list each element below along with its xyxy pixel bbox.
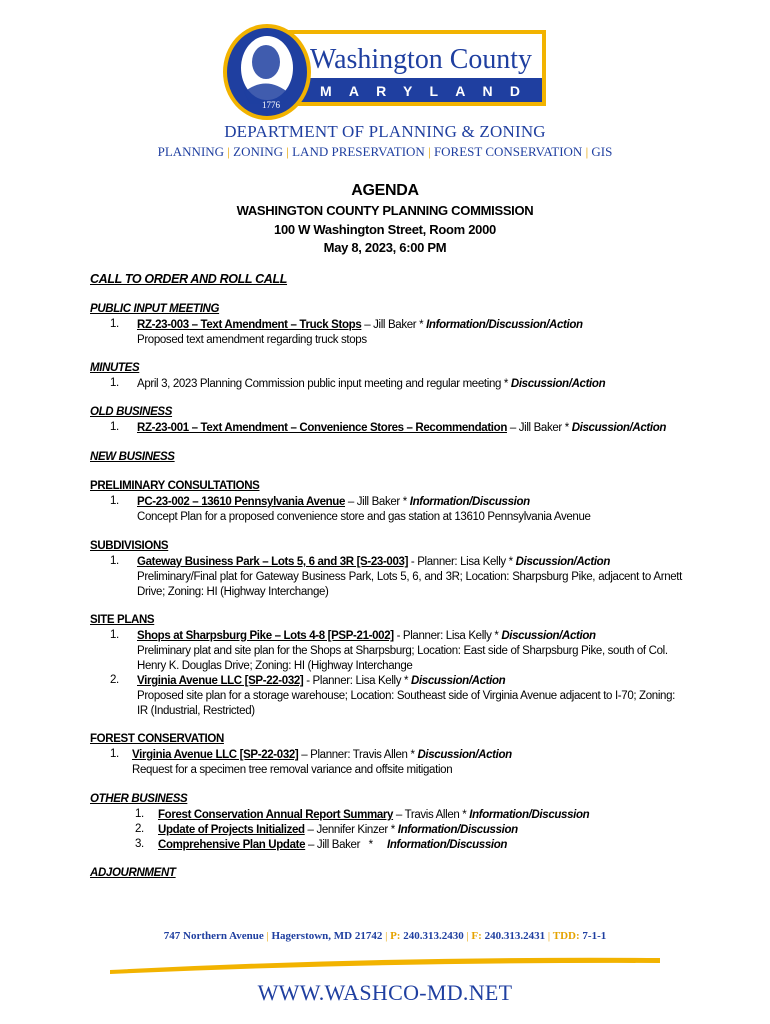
public-input-heading: PUBLIC INPUT MEETING	[90, 303, 220, 315]
department-divisions: PLANNING | ZONING | LAND PRESERVATION | FOREST CONSERVATION | GIS	[157, 144, 613, 159]
item-link[interactable]: Virginia Avenue LLC [SP-22-032]	[137, 675, 304, 687]
minutes-heading: MINUTES	[90, 362, 140, 374]
adjournment-heading: ADJOURNMENT	[90, 867, 176, 879]
website-link[interactable]: WWW.WASHCO-MD.NET	[257, 980, 513, 1005]
logo-county-name: Washington County	[310, 43, 533, 75]
item-link[interactable]: Virginia Avenue LLC [SP-22-032]	[132, 749, 299, 761]
item-link[interactable]: RZ-23-001 – Text Amendment – Convenience Stores – Recommendation	[137, 422, 507, 434]
commission-name: WASHINGTON COUNTY PLANNING COMMISSION	[236, 203, 534, 218]
meeting-date: May 8, 2023, 6:00 PM	[323, 240, 447, 255]
item-link[interactable]: Shops at Sharpsburg Pike – Lots 4-8 [PSP-21-002]	[137, 630, 394, 642]
division-gis: GIS	[591, 144, 613, 159]
seal-year: 1776	[262, 100, 280, 110]
division-zoning: ZONING	[233, 144, 283, 159]
footer-fax: 240.313.2431	[484, 930, 546, 942]
new-business-heading: NEW BUSINESS	[90, 451, 175, 463]
department-title: DEPARTMENT OF PLANNING & ZONING	[224, 122, 546, 141]
item-link[interactable]: Gateway Business Park – Lots 5, 6 and 3R [S-23-003]	[137, 556, 409, 568]
county-logo	[222, 22, 548, 122]
call-to-order-heading: CALL TO ORDER AND ROLL CALL	[90, 272, 288, 286]
division-forest-conservation: FOREST CONSERVATION	[433, 144, 583, 159]
division-planning: PLANNING	[157, 144, 225, 159]
agenda-title: AGENDA	[351, 182, 419, 199]
footer-phone: 240.313.2430	[403, 930, 464, 942]
footer-street: 747 Northern Avenue	[163, 930, 264, 942]
footer-swoosh	[110, 950, 660, 976]
forest-conservation-heading: FOREST CONSERVATION	[90, 733, 224, 745]
item-link[interactable]: Update of Projects Initialized	[158, 824, 305, 836]
logo-state-name: MARYLAND	[320, 83, 520, 99]
item-link[interactable]: RZ-23-003 – Text Amendment – Truck Stops	[137, 319, 362, 331]
meeting-address: 100 W Washington Street, Room 2000	[274, 222, 496, 237]
other-business-heading: OTHER BUSINESS	[90, 793, 188, 805]
item-link[interactable]: PC-23-002 – 13610 Pennsylvania Avenue	[137, 496, 346, 508]
preliminary-heading: PRELIMINARY CONSULTATIONS	[90, 480, 260, 492]
footer-city: Hagerstown, MD 21742	[271, 930, 383, 942]
old-business-heading: OLD BUSINESS	[90, 406, 173, 418]
site-plans-heading: SITE PLANS	[90, 614, 155, 626]
footer-tdd: 7-1-1	[582, 930, 607, 942]
division-land-preservation: LAND PRESERVATION	[292, 144, 425, 159]
item-link[interactable]: Comprehensive Plan Update	[158, 839, 306, 851]
item-link[interactable]: Forest Conservation Annual Report Summary	[158, 809, 394, 821]
footer-contact: 747 Northern Avenue | Hagerstown, MD 21742 | P: 240.313.2430 | F: 240.313.2431 | TDD: 7-1-1	[163, 930, 607, 942]
subdivisions-heading: SUBDIVISIONS	[90, 540, 169, 552]
